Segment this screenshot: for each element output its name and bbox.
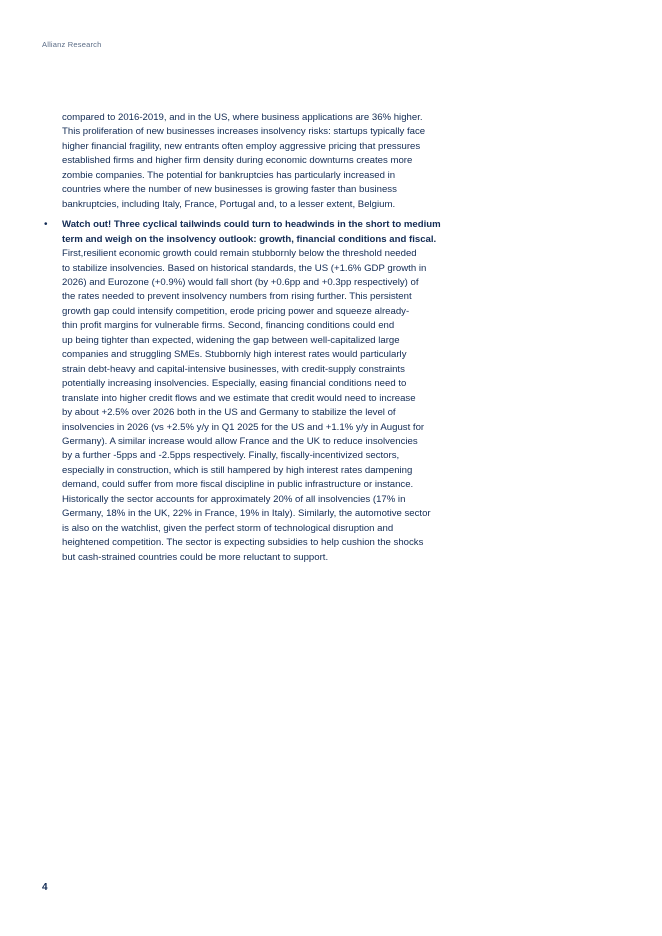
- intro-paragraph: compared to 2016-2019, and in the US, where business applications are 36% higher. This proliferation of new businesses increases insolvency risks: startups typically face higher financial fragility, new entrants often employ aggressive pricing that pressures established firms and higher firm density during economic downturns creates more zombie companies. The potential for bankruptcies has particularly increased in countries where the number of new businesses is growing faster than business bankruptcies, including Italy, France, Portugal and, to a lesser extent, Belgium.: [62, 112, 426, 210]
- bullet-item: [44, 218, 482, 565]
- document-body: [44, 111, 482, 565]
- page-number: 4: [42, 882, 48, 893]
- bullet-body: First,resilient economic growth could remain stubbornly below the threshold needed to stabilize insolvencies. Based on historical standards, the US (+1.6% GDP growth in 2026) and Eurozone (+0.9%) would fall short (by +0.6pp and +0.3pp respectively) of the rates needed to prevent insolvency numbers from rising further. This persistent growth gap could intensify competition, erode pricing power and squeeze already- thin profit margins for vulnerable firms. Second, financing conditions could end up being tighter than expected, widening the gap between well-capitalized large companies and struggling SMEs. Stubbornly high interest rates would particularly strain debt-heavy and capital-intensive businesses, with credit-supply constraints potentially increasing insolvencies. Especially, easing financial conditions need to translate into higher credit flows and we estimate that credit would need to increase by about +2.5% over 2026 both in the US and Germany to stabilize the level of insolvencies in 2026 (vs +2.5% y/y in Q1 2025 for the US and +1.1% y/y in August for Germany). A similar increase would allow France and the UK to reduce insolvencies by a further -5pps and -2.5pps respectively. Finally, fiscally-incentivized sectors, especially in construction, which is still hampered by high interest rates dampening demand, could suffer from more fiscal discipline in public infrastructure or instance. Historically the sector accounts for approximately 20% of all insolvencies (17% in Germany, 18% in the UK, 22% in France, 19% in Italy). Similarly, the automotive sector is also on the watchlist, given the perfect storm of technological disruption and heightened competition. The sector is expecting subsidies to help cushion the shocks but cash-strained countries could be more reluctant to support.: [62, 248, 431, 563]
- bullet-marker: •: [44, 219, 48, 231]
- document-header-brand: Allianz Research: [42, 40, 102, 49]
- bullet-heading: Watch out! Three cyclical tailwinds could turn to headwinds in the short to medium term and weigh on the insolvency outlook: growth, financial conditions and fiscal.: [62, 219, 441, 245]
